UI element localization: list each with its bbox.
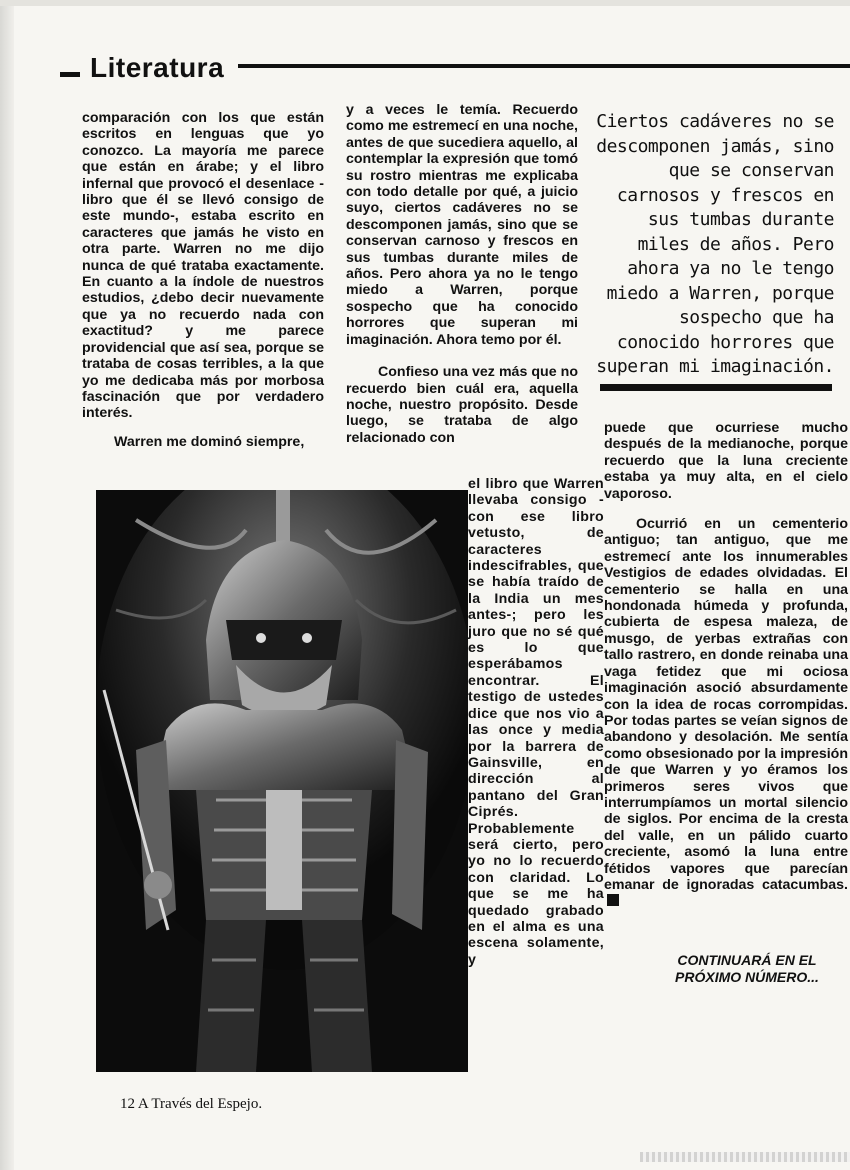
header-dash xyxy=(60,72,80,77)
column3-paragraph-1: puede que ocurriese mucho después de la medianoche, porque recuerdo que la luna creciente estaba ya muy alta, en el cielo vaporoso. xyxy=(604,420,848,502)
continuation-notice: CONTINUARÁ EN EL PRÓXIMO NÚMERO... xyxy=(675,952,819,985)
column1-paragraph-1: comparación con los que están escritos en lenguas que yo conozco. La mayoría me parece que están en árabe; y el libro infernal que provocó el desenlace -libro que él se llevó consigo de este mundo-, estaba escrito en caracteres que jamás he visto en otra parte. Warren no me dijo nunca de qué trataba exactamente. En cuanto a la índole de nuestros estudios, ¿debo decir nuevamente que ya no recuerdo nada con exactitud? y me parece providencial que así sea, porque se trataba de cosas terribles, a la que yo me dedicaba más por morbosa fascinación que por verdadero interés. xyxy=(82,110,324,422)
scan-noise xyxy=(640,1152,850,1162)
column3-paragraph-2 xyxy=(604,516,848,910)
knight-artwork xyxy=(96,490,468,1072)
scan-edge xyxy=(0,0,14,1170)
page-footer: 12 A Través del Espejo. xyxy=(120,1096,263,1112)
article-column-2-wrap xyxy=(468,476,604,980)
header-rule xyxy=(238,64,850,68)
pull-quote: Ciertos cadáveres no se descomponen jamás, sino que se conservan carnosos y frescos en sus tumbas durante miles de años. Pero ahora ya no le tengo miedo a Warren, porque sospecho que ha conocido horrores que superan mi imaginación. xyxy=(596,111,834,377)
end-of-article-mark xyxy=(607,894,619,906)
article-column-1 xyxy=(82,110,324,462)
column3-paragraph-2-text: Ocurrió en un cementerio antiguo; tan antiguo, que me estremecí ante los innumerables Vestigios de edades olvidadas. El cementerio se halla en una hondonada húmeda y profunda, cubierta de espesa maleza, de musgo, de yerbas extrañas con tallo rastrero, en donde reinaba una vaga fetidez que mi ociosa imaginación asoció absurdamente con la idea de rocas corrompidas. Por todas partes se veían signos de abandono y desolación. Me sentía como obsesionado por la impresión de que Warren y yo éramos los primeros seres vivos que interrumpíamos un mortal silencio de siglos. Por encima de la cresta del valle, en un pálido cuarto creciente, asomó la luna entre fétidos vapores que parecían emanar de ignoradas catacumbas. xyxy=(604,516,848,893)
section-header xyxy=(60,50,850,90)
column2-paragraph-3: el libro que Warren llevaba consigo -con ese libro vetusto, de caracteres indescifrables, que se había traído de la India un mes antes-; pero les juro que no sé qué es lo que esperábamos encontrar. El testigo de ustedes dice que nos vio a las once y media por la barrera de Gainsville, en dirección al pantano del Gran Ciprés. Probablemente será cierto, pero yo no lo recuerdo con claridad. Lo que se me ha quedado grabado en el alma es una escena solamente, y xyxy=(468,476,604,968)
scan-edge-top xyxy=(0,0,850,6)
pull-quote-rule xyxy=(600,384,832,391)
column2-paragraph-1: y a veces le temía. Recuerdo como me estremecí en una noche, antes de que sucediera aquello, al contemplar la expresión que tomó su rostro mientras me explicaba con todo detalle por qué, a juicio suyo, ciertos cadáveres no se descomponen jamás, sino que se conservan carnoso y frescos en sus tumbas durante miles de años. Pero ahora ya no le tengo miedo a Warren, porque sospecho que ha conocido horrores que superan mi imaginación. Ahora temo por él. xyxy=(346,102,578,348)
section-title: Literatura xyxy=(90,52,225,83)
article-column-2 xyxy=(346,102,578,458)
armored-knight-illustration xyxy=(96,490,468,1072)
article-column-3 xyxy=(604,420,848,922)
column1-paragraph-2: Warren me dominó siempre, xyxy=(114,433,305,450)
column2-paragraph-2: Confieso una vez más que no recuerdo bien cuál era, aquella noche, nuestro propósito. Desde luego, se trataba de algo relacionado con xyxy=(346,364,578,446)
